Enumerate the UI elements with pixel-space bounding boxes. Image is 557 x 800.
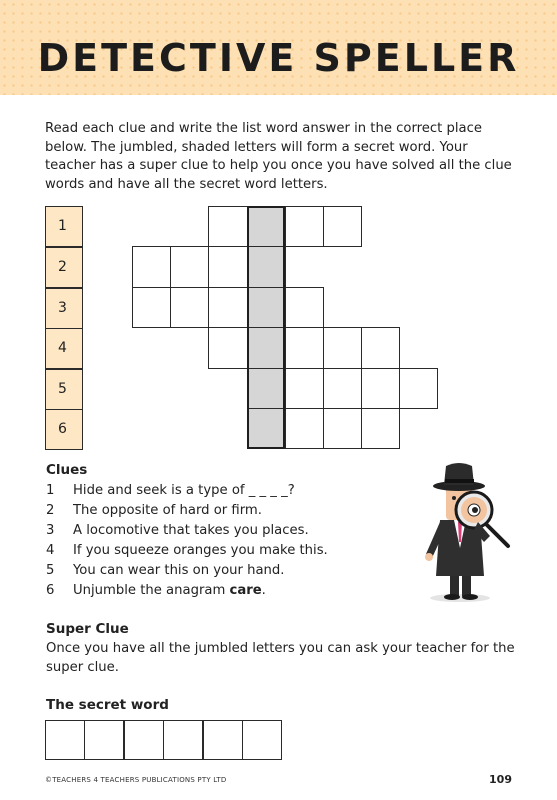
instructions-text: Read each clue and write the list word answer in the correct place below. The jumbled, shaded letters will form a secret word. Your teacher has a super clue to help you once you have solved all the clue words and have all the secret word letters. xyxy=(45,121,512,192)
clue-text: A locomotive that takes you places. xyxy=(73,523,309,538)
clue-number: 6 xyxy=(46,583,55,598)
row-number-5: 5 xyxy=(45,369,83,410)
clue-text: The opposite of hard or firm. xyxy=(73,503,262,518)
grid-cell-shaded[interactable] xyxy=(247,368,286,409)
grid-cell[interactable] xyxy=(132,287,171,328)
clue-text: You can wear this on your hand. xyxy=(73,563,285,578)
clue-text-part: Unjumble the anagram xyxy=(73,583,230,598)
clue-text: Hide and seek is a type of _ _ _ _? xyxy=(73,483,295,498)
grid-cell-shaded[interactable] xyxy=(247,408,286,449)
copyright-text: ©TEACHERS 4 TEACHERS PUBLICATIONS PTY LTD xyxy=(45,776,227,784)
secret-letter-box[interactable] xyxy=(203,720,243,760)
clue-text xyxy=(73,583,266,598)
grid-cell-shaded[interactable] xyxy=(247,246,286,288)
secret-word-heading: The secret word xyxy=(46,697,169,713)
clue-text-end: . xyxy=(261,583,266,598)
grid-cell[interactable] xyxy=(208,246,248,288)
row-number-6: 6 xyxy=(45,409,83,450)
row-number-1: 1 xyxy=(45,206,83,247)
clue-number: 1 xyxy=(46,483,55,498)
super-clue-heading: Super Clue xyxy=(46,621,129,637)
grid-cell[interactable] xyxy=(323,327,362,369)
page-title: DETECTIVE SPELLER xyxy=(37,36,520,80)
clue-number: 3 xyxy=(46,523,55,538)
grid-cell[interactable] xyxy=(399,368,438,409)
secret-letter-box[interactable] xyxy=(124,720,164,760)
clue-text: If you squeeze oranges you make this. xyxy=(73,543,328,558)
grid-cell-shaded[interactable] xyxy=(247,287,286,328)
grid-cell[interactable] xyxy=(285,287,324,328)
grid-cell[interactable] xyxy=(323,206,362,247)
page-header xyxy=(0,0,557,95)
grid-cell[interactable] xyxy=(285,368,324,409)
grid-cell[interactable] xyxy=(323,408,362,449)
detective-illustration xyxy=(410,458,520,603)
clue-number: 5 xyxy=(46,563,55,578)
row-number-2: 2 xyxy=(45,247,83,288)
grid-cell[interactable] xyxy=(208,327,248,369)
grid-cell[interactable] xyxy=(285,327,324,369)
row-number-3: 3 xyxy=(45,288,83,329)
secret-letter-box[interactable] xyxy=(84,720,124,760)
grid-cell[interactable] xyxy=(208,206,248,247)
secret-letter-box[interactable] xyxy=(242,720,282,760)
row-number-4: 4 xyxy=(45,328,83,369)
clue-number: 2 xyxy=(46,503,55,518)
secret-letter-box[interactable] xyxy=(45,720,85,760)
secret-letter-box[interactable] xyxy=(163,720,203,760)
grid-cell[interactable] xyxy=(361,408,400,449)
grid-cell[interactable] xyxy=(285,408,324,449)
grid-cell[interactable] xyxy=(361,368,400,409)
grid-cell-shaded[interactable] xyxy=(247,206,286,247)
grid-cell[interactable] xyxy=(285,206,324,247)
page-number: 109 xyxy=(489,773,512,786)
super-clue-text: Once you have all the jumbled letters you can ask your teacher for the super clue. xyxy=(46,641,515,675)
grid-cell[interactable] xyxy=(132,246,171,288)
grid-cell[interactable] xyxy=(170,246,209,288)
clues-heading: Clues xyxy=(46,462,88,478)
grid-cell[interactable] xyxy=(361,327,400,369)
grid-cell[interactable] xyxy=(323,368,362,409)
grid-cell[interactable] xyxy=(208,287,248,328)
anagram-word: care xyxy=(229,583,262,598)
grid-cell-shaded[interactable] xyxy=(247,327,286,369)
grid-cell[interactable] xyxy=(170,287,209,328)
clue-number: 4 xyxy=(46,543,55,558)
